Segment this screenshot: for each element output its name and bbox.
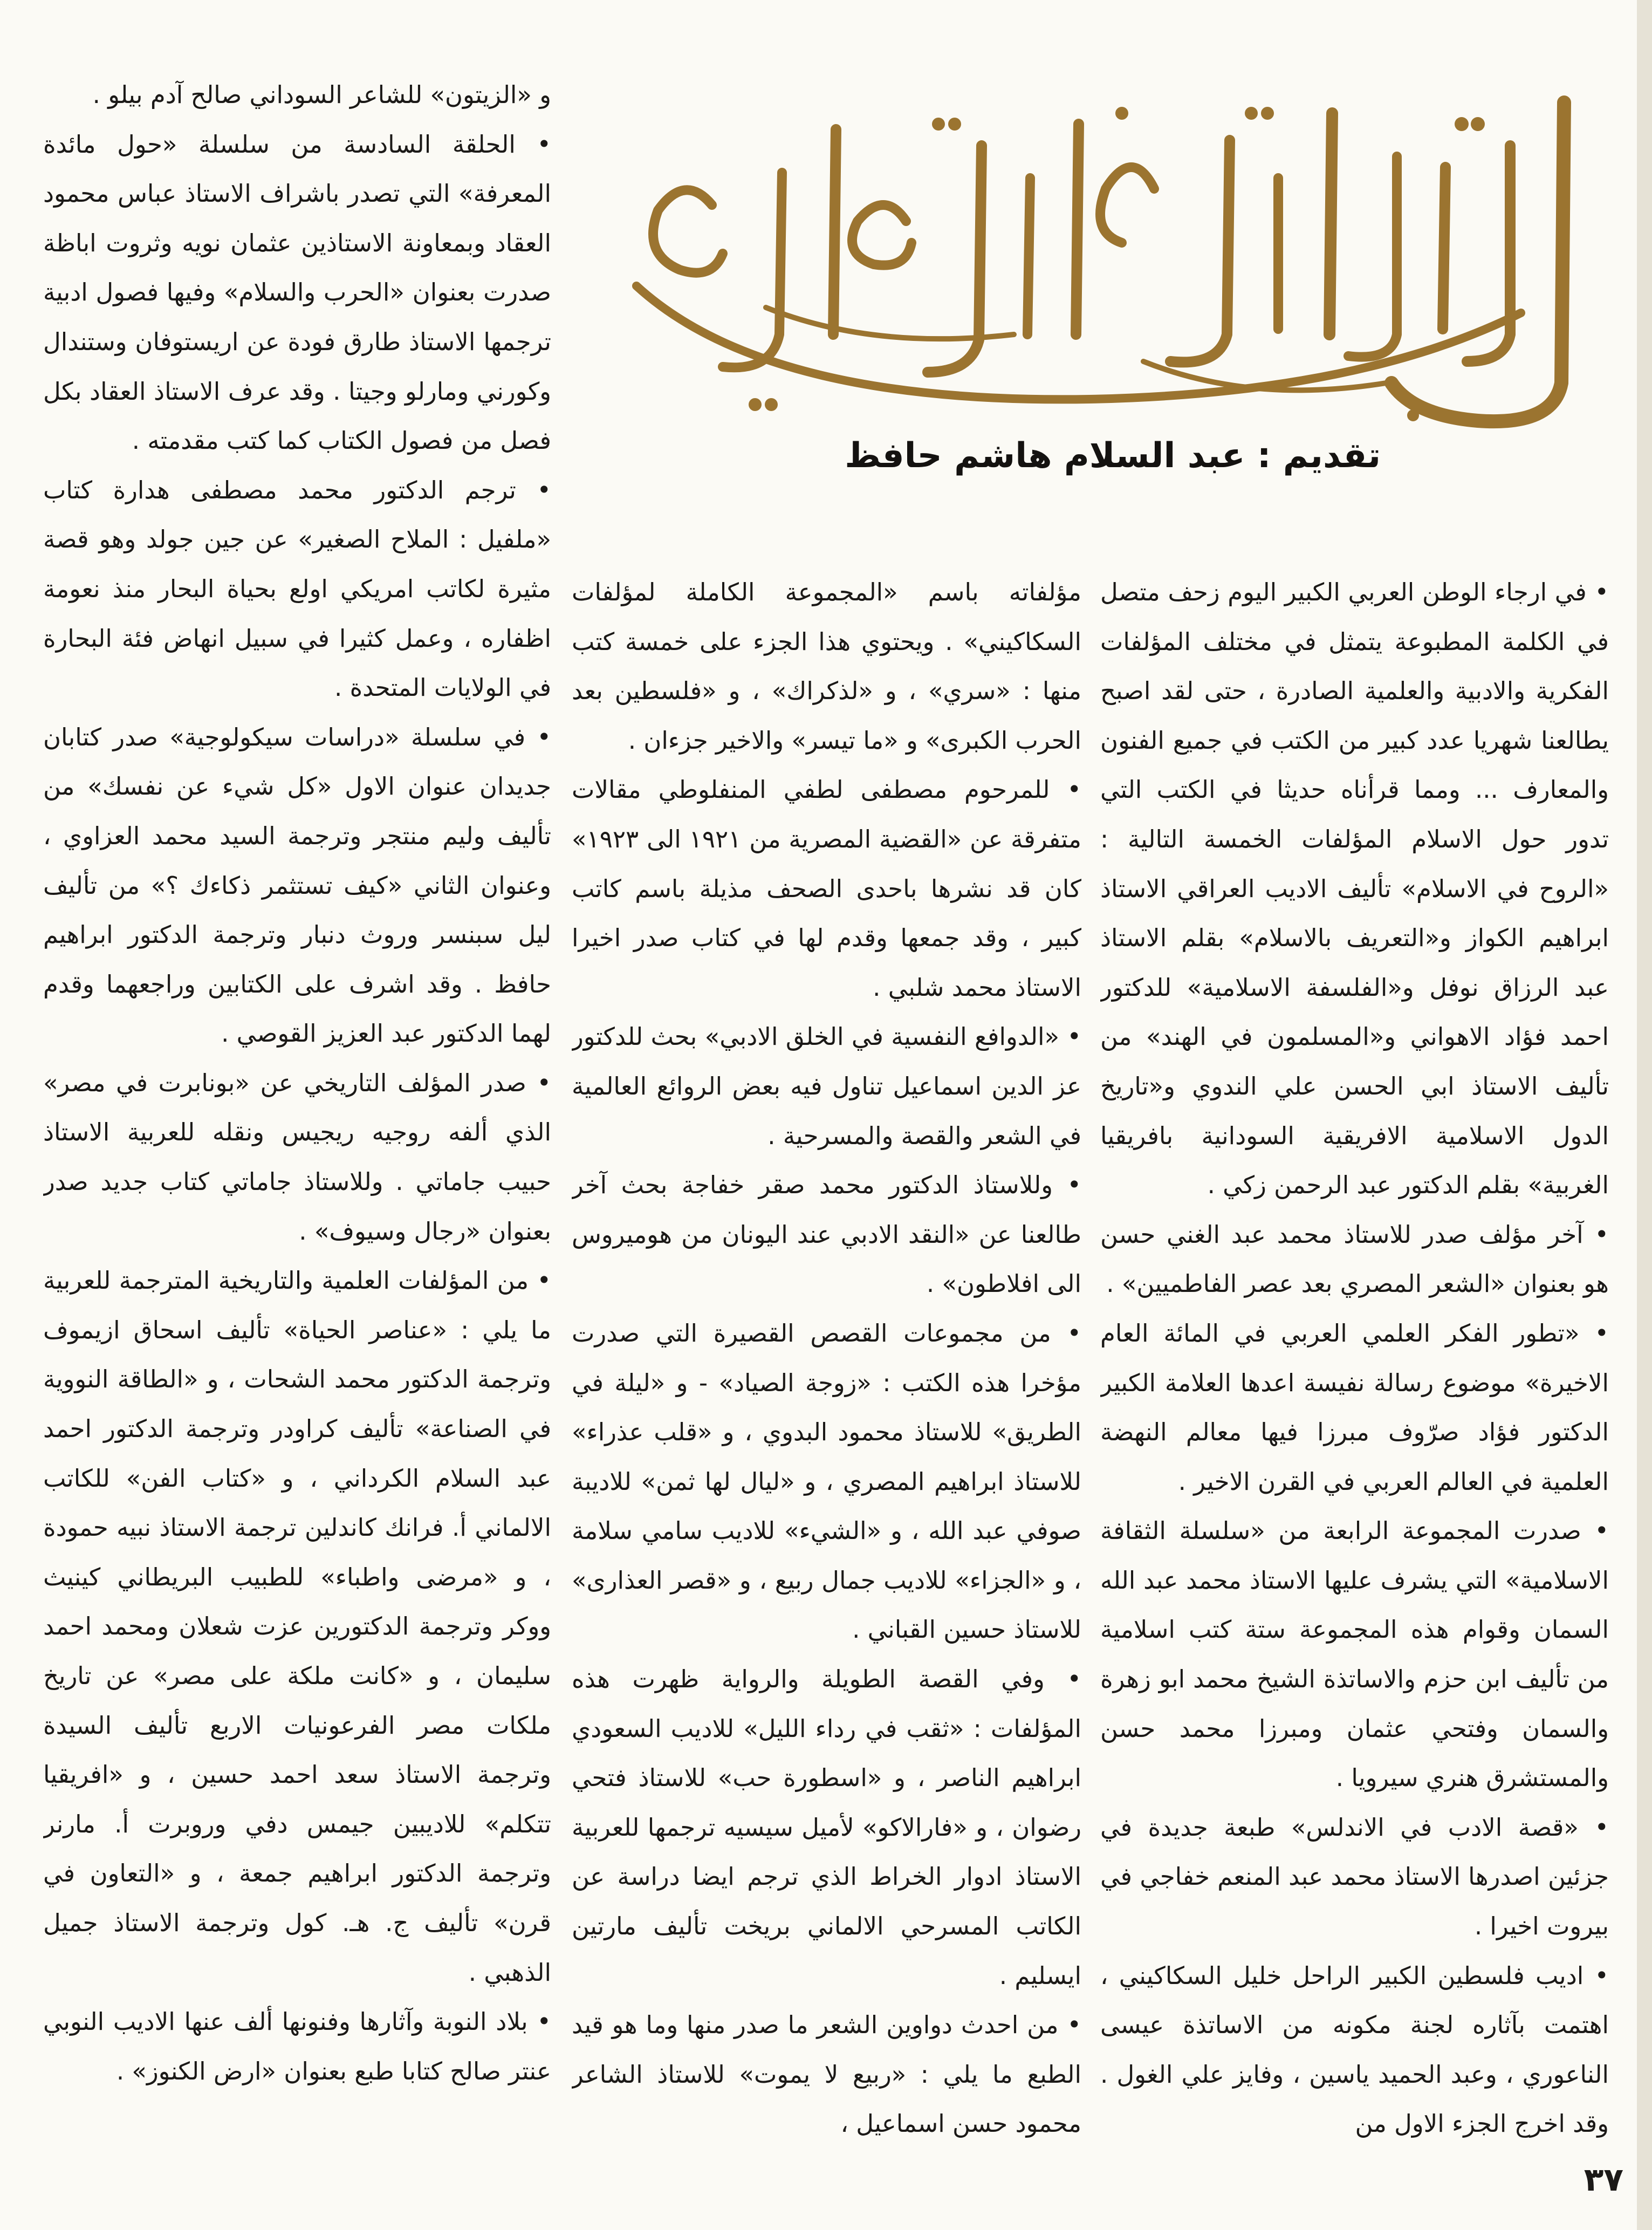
paragraph: • بلاد النوبة وآثارها وفنونها ألف عنها الاديب النوبي عنتر صالح كتابا طبع بعنوان «ارض الكنوز» . xyxy=(43,2007,551,2085)
paragraph: • من احدث دواوين الشعر ما صدر منها وما هو قيد الطبع ما يلي : «ربيع لا يموت» للاستاذ الشاعر محمود حسن اسماعيل ، xyxy=(572,2010,1081,2138)
paragraph: • وفي القصة الطويلة والرواية ظهرت هذه المؤلفات : «ثقب في رداء الليل» للاديب السعودي ابراهيم الناصر ، و «اسطورة حب» للاستاذ فتحي رضوان ، و «فارالاكو» لأميل سيسيه ترجمها للعربية الاستاذ ادوار الخراط الذي ترجم ايضا دراسة عن الكاتب المسرحي الالماني بريخت تأليف مارتين ايسليم . xyxy=(572,1665,1081,1990)
page-number: ٣٧ xyxy=(1584,2161,1623,2199)
paragraph: • صدرت المجموعة الرابعة من «سلسلة الثقافة الاسلامية» التي يشرف عليها الاستاذ محمد عبد الله السمان وقوام هذه المجموعة ستة كتب اسلامية من تأليف ابن حزم والاساتذة الشيخ محمد ابو زهرة والسمان وفتحي عثمان ومبرزا محمد حسن والمستشرق هنري سيرويا . xyxy=(1100,1516,1609,1793)
paragraph: • من المؤلفات العلمية والتاريخية المترجمة للعربية ما يلي : «عناصر الحياة» تأليف اسحاق ازيموف وترجمة الدكتور محمد الشحات ، و «الطاقة النووية في الصناعة» تأليف كراودر وترجمة الدكتور احمد عبد السلام الكرداني ، و «كتاب الفن» للكاتب الالماني أ. فرانك كاندلين ترجمة الاستاذ نبيه حمودة ، و «مرضى واطباء» للطبيب البريطاني كينيث ووكر وترجمة الدكتورين عزت شعلان ومحمد احمد سليمان ، و «كانت ملكة على مصر» عن تاريخ ملكات مصر الفرعونيات الاربع تأليف السيدة وترجمة الاستاذ سعد احمد حسين ، و «افريقيا تتكلم» للاديبين جيمس دفي وروبرت أ. مارنر وترجمة الدكتور ابراهيم جمعة ، و «التعاون في قرن» تأليف ج. هـ. كول وترجمة الاستاذ جميل الذهبي . xyxy=(43,1266,551,1987)
paragraph: • اديب فلسطين الكبير الراحل خليل السكاكيني ، اهتمت بآثاره لجنة مكونه من الاساتذة عيسى الناعوري ، وعبد الحميد ياسين ، وفايز علي الغول . وقد اخرج الجزء الاول من xyxy=(1100,1961,1609,2138)
article-column-left xyxy=(43,70,551,2163)
paragraph: • صدر المؤلف التاريخي عن «بونابرت في مصر» الذي ألفه روجيه ريجيس ونقله للعربية الاستاذ حبيب جاماتي . وللاستاذ جاماتي كتاب جديد صدر بعنوان «رجال وسيوف» . xyxy=(43,1068,551,1246)
paragraph: • ترجم الدكتور محمد مصطفى هدارة كتاب «ملفيل : الملاح الصغير» عن جين جولد وهو قصة مثيرة لكاتب امريكي اولع بحياة البحار منذ نعومة اظفاره ، وعمل كثيرا في سبيل انهاض فئة البحارة في الولايات المتحدة . xyxy=(43,475,551,702)
article-column-right xyxy=(1100,567,1609,2164)
paragraph: • في ارجاء الوطن العربي الكبير اليوم زحف متصل في الكلمة المطبوعة يتمثل في مختلف المؤلفات الفكرية والادبية والعلمية الصادرة ، حتى لقد اصبح يطالعنا شهريا عدد كبير من الكتب في جميع الفنون والمعارف ... ومما قرأناه حديثا في الكتب التي تدور حول الاسلام المؤلفات الخمسة التالية : «الروح في الاسلام» تأليف الاديب العراقي الاستاذ ابراهيم الكواز و«التعريف بالاسلام» بقلم الاستاذ عبد الرزاق نوفل و«الفلسفة الاسلامية» للدكتور احمد فؤاد الاهواني و«المسلمون في الهند» من تأليف الاستاذ ابي الحسن علي الندوي و«تاريخ الدول الاسلامية الافريقية السودانية بافريقيا الغربية» بقلم الدكتور عبد الرحمن زكي . xyxy=(1100,578,1609,1200)
paragraph: • آخر مؤلف صدر للاستاذ محمد عبد الغني حسن هو بعنوان «الشعر المصري بعد عصر الفاطميين» . xyxy=(1100,1220,1609,1298)
paragraph: • للمرحوم مصطفى لطفي المنفلوطي مقالات متفرقة عن «القضية المصرية من ١٩٢١ الى ١٩٢٣» كان قد نشرها باحدى الصحف مذيلة باسم كاتب كبير ، وقد جمعها وقدم لها في كتاب صدر اخيرا الاستاذ محمد شلبي . xyxy=(572,775,1081,1002)
scan-edge xyxy=(1637,0,1652,2230)
paragraph: • «تطور الفكر العلمي العربي في المائة العام الاخيرة» موضوع رسالة نفيسة اعدها العلامة الكبير الدكتور فؤاد صرّوف مبرزا فيها معالم النهضة العلمية في العالم العربي في القرن الاخير . xyxy=(1100,1318,1609,1496)
paragraph: • «قصة الادب في الاندلس» طبعة جديدة في جزئين اصدرها الاستاذ محمد عبد المنعم خفاجي في بيروت اخيرا . xyxy=(1100,1812,1609,1941)
paragraph: مؤلفاته باسم «المجموعة الكاملة لمؤلفات السكاكيني» . ويحتوي هذا الجزء على خمسة كتب منها : «سري» ، و «لذكراك» ، و «فلسطين بعد الحرب الكبرى» و «ما تيسر» والاخير جزءان . xyxy=(572,578,1081,755)
paragraph: • «الدوافع النفسية في الخلق الادبي» بحث للدكتور عز الدين اسماعيل تناول فيه بعض الروائع العالمية في الشعر والقصة والمسرحية . xyxy=(572,1022,1081,1150)
byline: تقديم : عبد السلام هاشم حافظ xyxy=(845,436,1381,476)
paragraph: • الحلقة السادسة من سلسلة «حول مائدة المعرفة» التي تصدر باشراف الاستاذ عباس محمود العقاد وبمعاونة الاستاذين عثمان نويه وثروت اباظة صدرت بعنوان «الحرب والسلام» وفيها فصول ادبية ترجمها الاستاذ طارق فودة عن اريستوفان وستندال وكورني ومارلو وجيتا . وقد عرف الاستاذ العقاد بكل فصل من فصول الكتاب كما كتب مقدمته . xyxy=(43,129,551,455)
paragraph: • في سلسلة «دراسات سيكولوجية» صدر كتابان جديدان عنوان الاول «كل شيء عن نفسك» من تأليف وليم منتجر وترجمة السيد محمد العزاوي ، وعنوان الثاني «كيف تستثمر ذكاءك ؟» من تأليف ليل سبنسر وروث دنبار وترجمة الدكتور ابراهيم حافظ . وقد اشرف على الكتابين وراجعهما وقدم لهما الدكتور عبد العزيز القوصي . xyxy=(43,722,551,1048)
calligraphic-title xyxy=(604,81,1596,442)
paragraph: • من مجموعات القصص القصيرة التي صدرت مؤخرا هذه الكتب : «زوجة الصياد» - و «ليلة في الطريق» للاستاذ محمود البدوي ، و «قلب عذراء» للاستاذ ابراهيم المصري ، و «ليال لها ثمن» للاديبة صوفي عبد الله ، و «الشيء» للاديب سامي سلامة ، و «الجزاء» للاديب جمال ربيع ، و «قصر العذارى» للاستاذ حسين القباني . xyxy=(572,1318,1081,1644)
article-column-middle xyxy=(572,567,1081,2164)
paragraph: • وللاستاذ الدكتور محمد صقر خفاجة بحث آخر طالعنا عن «النقد الادبي عند اليونان من هوميروس الى افلاطون» . xyxy=(572,1171,1081,1298)
paragraph: و «الزيتون» للشاعر السوداني صالح آدم بيلو . xyxy=(92,80,551,109)
